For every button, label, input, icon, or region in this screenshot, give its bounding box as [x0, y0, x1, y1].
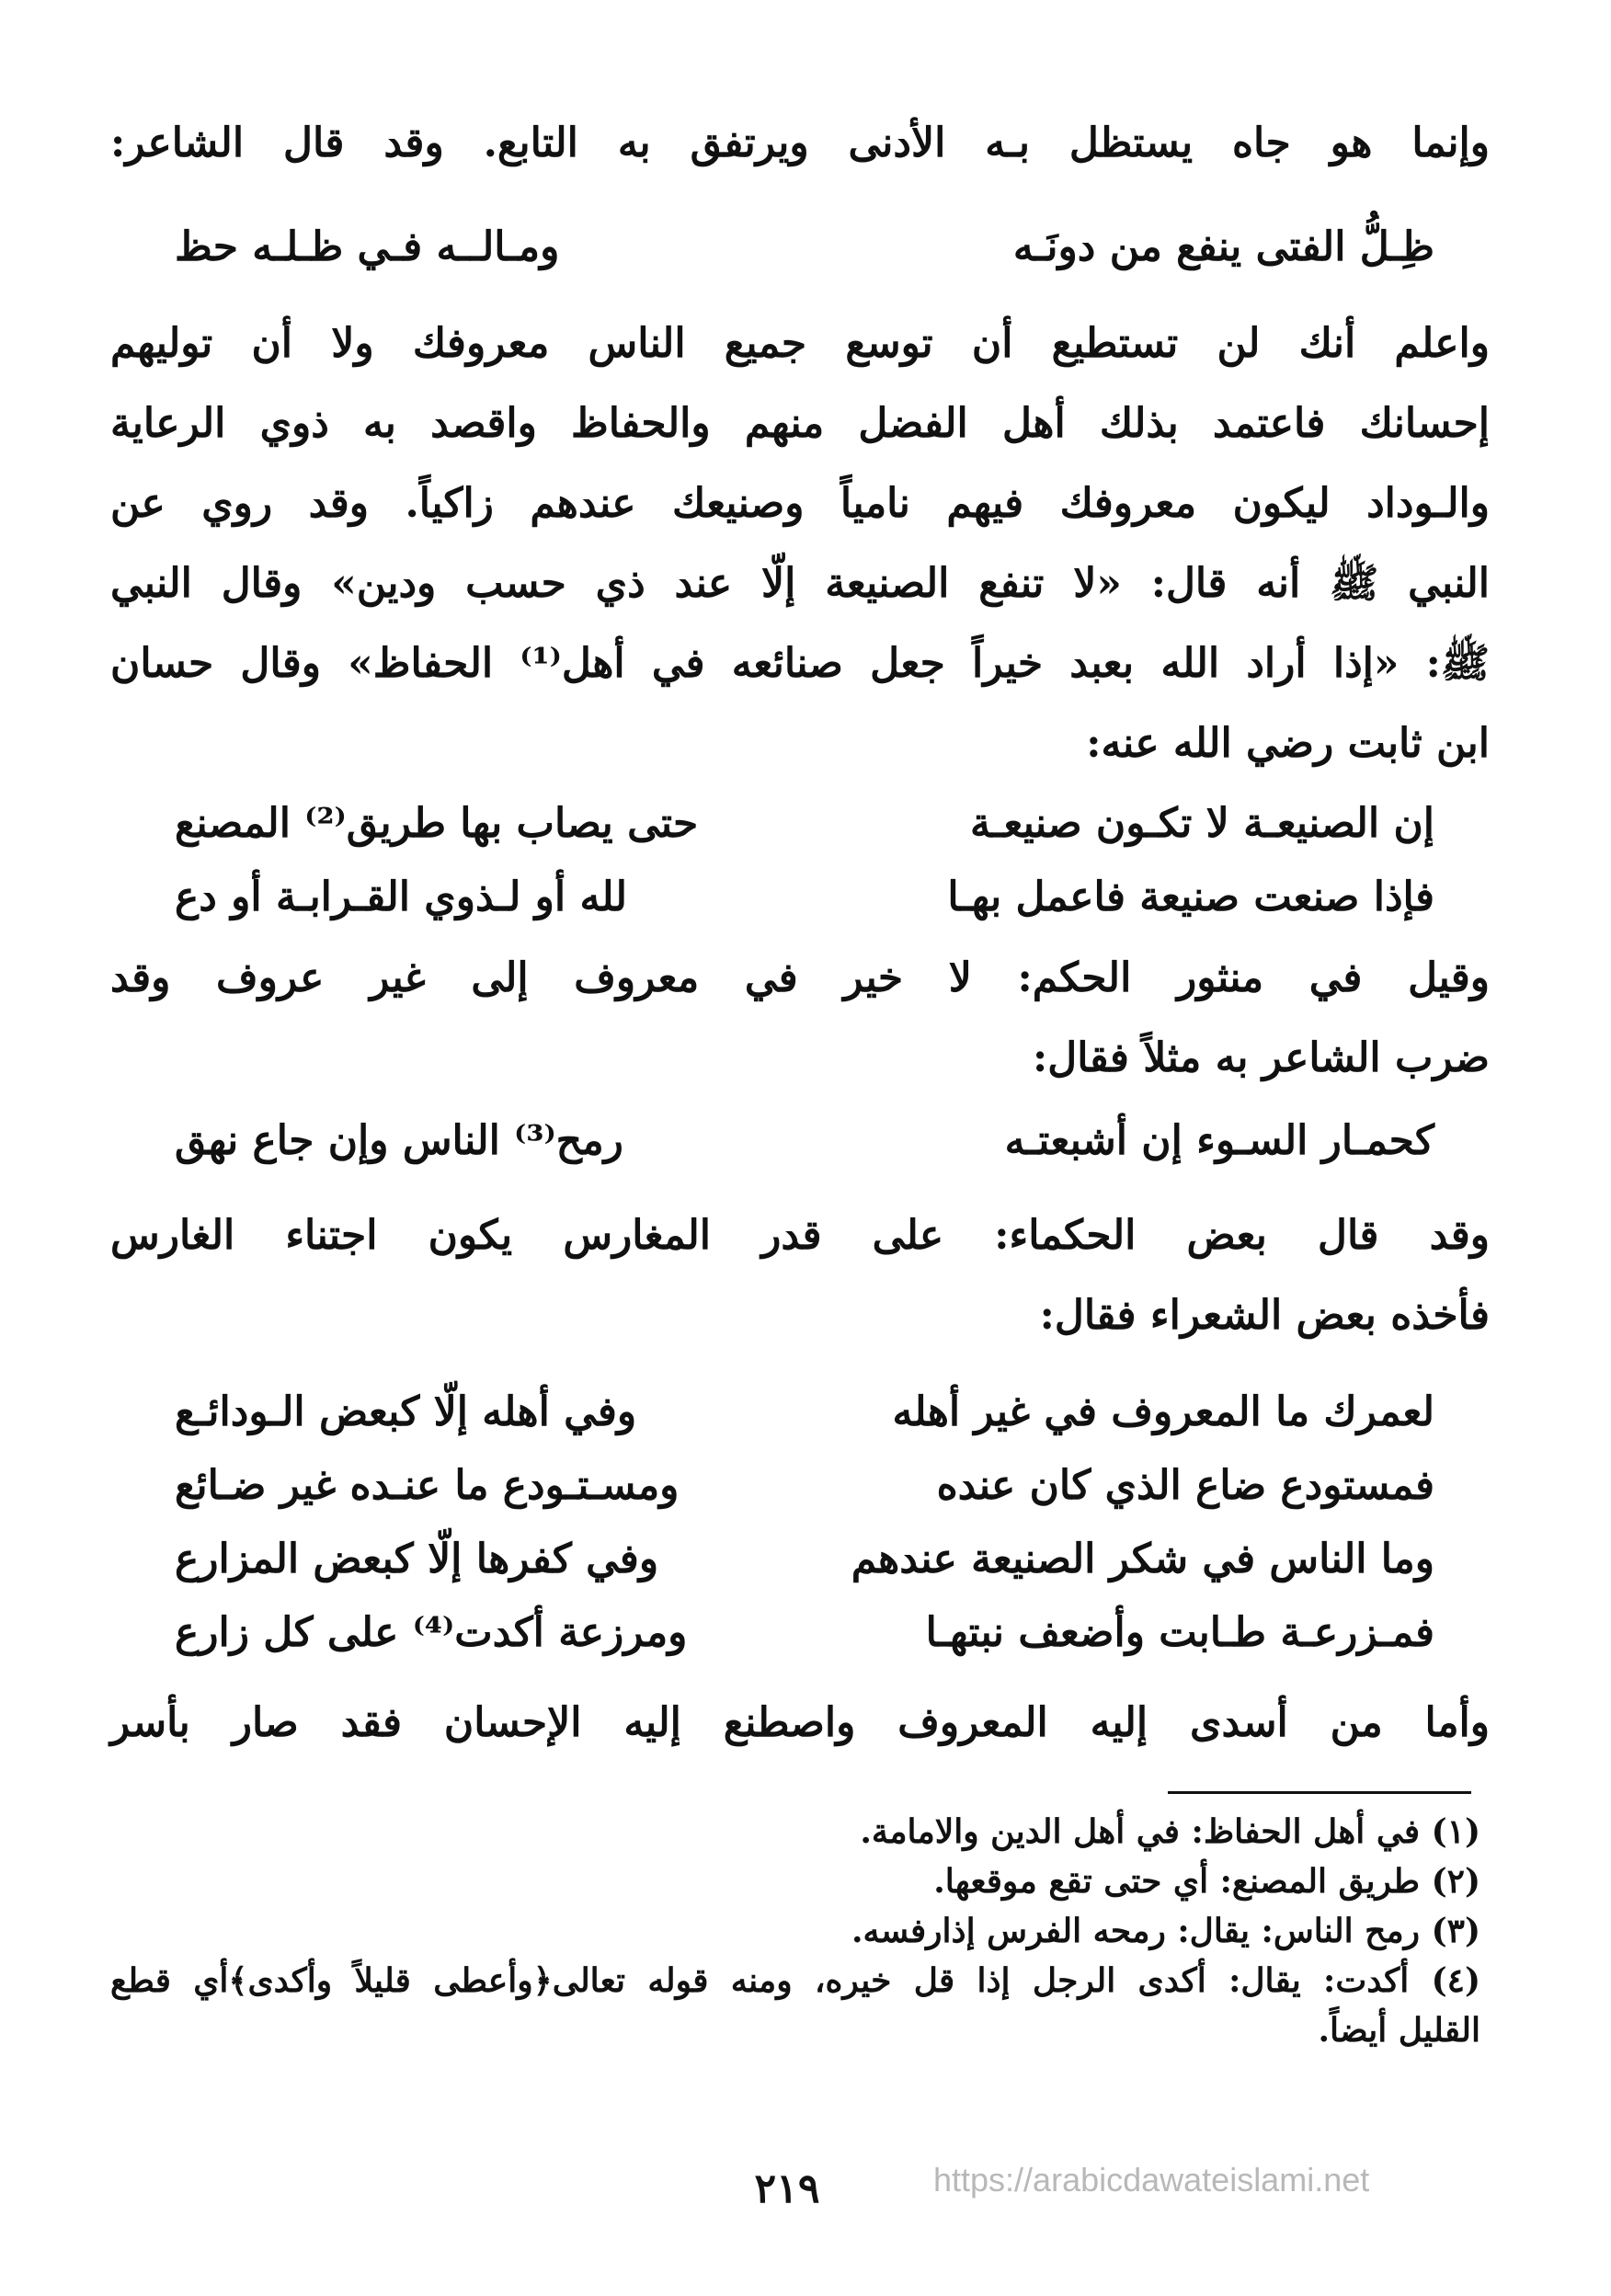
verse-second-hemistich: وفي كفرها إلّا كبعض المزارع [175, 1535, 659, 1582]
paragraph-1 [110, 303, 1490, 783]
verse-second-hemistich: ومـالــه فـي ظـلـه حظ [175, 223, 560, 270]
paragraph-3 [110, 1195, 1490, 1355]
verse-line [175, 1595, 1434, 1669]
verse-second-hemistich: ومسـتـودع ما عنـده غير ضـائع [175, 1461, 680, 1509]
text-line: النبي ﷺ أنه قال: «لا تنفع الصنيعة إلّا عند ذي حسب ودين» وقال النبي [110, 560, 1490, 607]
verse-block-4 [175, 1375, 1434, 1669]
verse-first-hemistich: فمستودع ضاع الذي كان عنده [936, 1461, 1434, 1509]
verse-line [175, 210, 1434, 283]
verse-second-hemistich: حتى يصاب بها طريق⁽²⁾ المصنع [175, 799, 699, 847]
verse-block-3 [175, 1103, 1434, 1177]
verse-second-hemistich: ومرزعة أكدت⁽⁴⁾ على كل زارع [175, 1608, 688, 1656]
verse-second-hemistich: رمح⁽³⁾ الناس وإن جاع نهق [175, 1116, 623, 1164]
verse-first-hemistich: فإذا صنعت صنيعة فاعمل بهـا [947, 873, 1434, 920]
text-line: والـوداد ليكون معروفك فيهم نامياً وصنيعك عندهم زاكياً. وقد روي عن [110, 480, 1490, 527]
opening-line [110, 103, 1490, 183]
footnote: (١) في أهل الحفاظ: في أهل الدين والامامة. [860, 1812, 1480, 1851]
verse-line [175, 1103, 1434, 1177]
verse-line [175, 860, 1434, 933]
text-line: واعلم أنك لن تستطيع أن توسع جميع الناس معروفك ولا أن توليهم [110, 320, 1490, 367]
text-line: وقيل في منثور الحكم: لا خير في معروف إلى غير عروف وقد [110, 954, 1491, 1001]
text-line: ابن ثابت رضي الله عنه: [1086, 720, 1490, 767]
text-line: ﷺ: «إذا أراد الله بعبد خيراً جعل صنائعه في أهل⁽¹⁾ الحفاظ» وقال حسان [110, 640, 1490, 687]
footnote: (٤) أكدت: يقال: أكدى الرجل إذا قل خيره، ومنه قوله تعالى﴿وأعطى قليلاً وأكدى﴾أي قطع [110, 1961, 1480, 2000]
text-line: فأخذه بعض الشعراء فقال: [1039, 1292, 1490, 1339]
paragraph-4 [110, 1683, 1490, 1763]
verse-first-hemistich: ظِـلُّ الفتى ينفع من دونَـه [1012, 223, 1434, 270]
verse-line [175, 1448, 1434, 1522]
verse-block-2 [175, 786, 1434, 933]
verse-second-hemistich: وفي أهله إلّا كبعض الـودائـع [175, 1388, 637, 1435]
text-line: إحسانك فاعتمد بذلك أهل الفضل منهم والحفاظ واقصد به ذوي الرعاية [110, 400, 1490, 447]
paragraph-2 [110, 938, 1490, 1098]
text-line: ضرب الشاعر به مثلاً فقال: [1033, 1034, 1490, 1081]
verse-first-hemistich: فمـزرعـة طـابت وأضعف نبتهـا [925, 1608, 1434, 1656]
footnote-continuation: القليل أيضاً. [1318, 2011, 1480, 2050]
verse-first-hemistich: كحمـار السـوء إن أشبعتـه [1004, 1116, 1434, 1164]
verse-line [175, 1522, 1434, 1595]
text-line: وإنما هو جاه يستظل بـه الأدنى ويرتفق به التابع. وقد قال الشاعر: [110, 120, 1490, 166]
verse-first-hemistich: إن الصنيعـة لا تكـون صنيعـة [969, 799, 1434, 847]
text-line: وأما من أسدى إليه المعروف واصطنع إليه الإحسان فقد صار بأسر [110, 1699, 1490, 1746]
verse-second-hemistich: لله أو لـذوي القـرابـة أو دع [175, 873, 628, 920]
verse-first-hemistich: وما الناس في شكر الصنيعة عندهم [851, 1535, 1434, 1582]
watermark-url: https://arabicdawateislami.net [933, 2161, 1370, 2199]
verse-block-1 [175, 210, 1434, 283]
footnote: (٣) رمح الناس: يقال: رمحه الفرس إذارفسه. [851, 1912, 1480, 1950]
footnotes [110, 1807, 1480, 2055]
footnote-divider [1168, 1791, 1471, 1794]
verse-first-hemistich: لعمرك ما المعروف في غير أهله [892, 1388, 1434, 1435]
text-line: وقد قال بعض الحكماء: على قدر المغارس يكون اجتناء الغارس [110, 1212, 1490, 1259]
verse-line [175, 786, 1434, 860]
page-number: ٢١٩ [754, 2165, 820, 2212]
footnote: (٢) طريق المصنع: أي حتى تقع موقعها. [933, 1862, 1480, 1901]
verse-line [175, 1375, 1434, 1448]
